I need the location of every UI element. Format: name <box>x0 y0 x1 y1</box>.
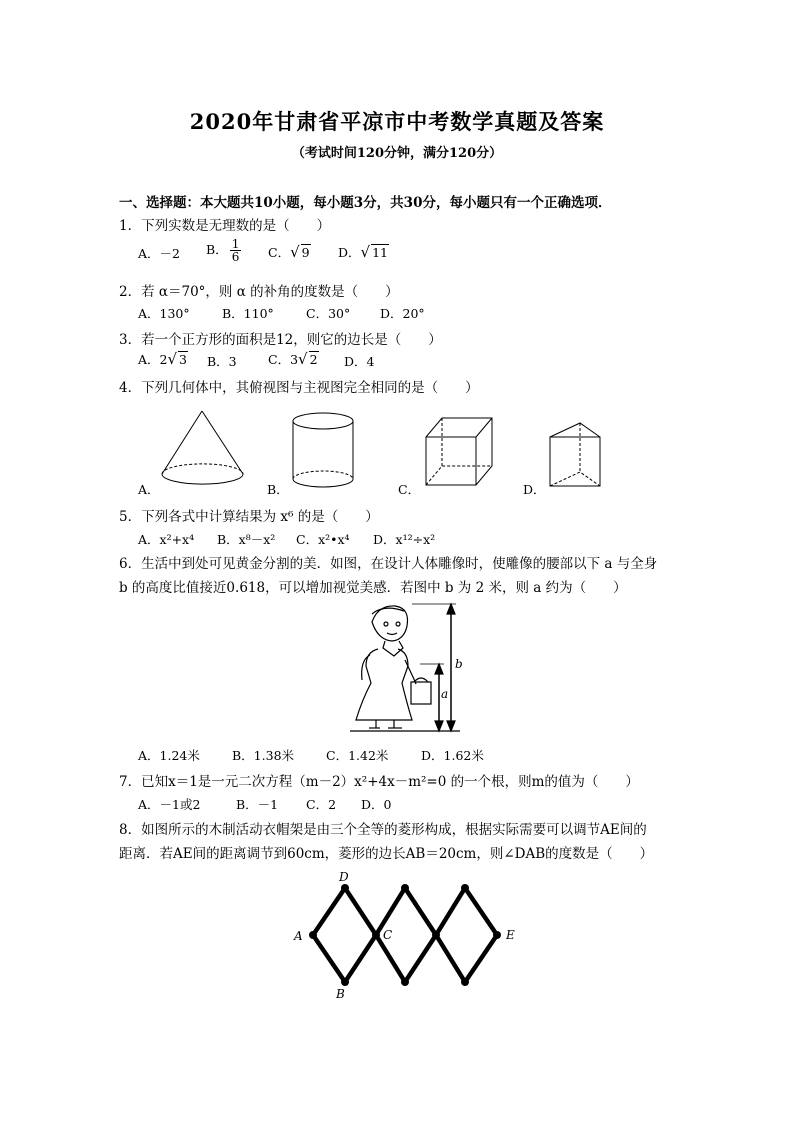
question-3-option-c: C．3√ 2 <box>268 350 318 368</box>
question-1-option-c: C．√ 9 <box>268 243 310 261</box>
question-7-option-a: A．－1或2 <box>138 797 201 812</box>
question-1-option-d: D．√ 11 <box>338 243 388 261</box>
question-6-line-2: b 的高度比值接近0.618，可以增加视觉美感．若图中 b 为 2 米，则 a 约为（ ） <box>119 580 627 596</box>
prism-figure <box>550 423 600 486</box>
cube-figure <box>426 418 492 485</box>
question-1-stem: 1．下列实数是无理数的是（ ） <box>119 218 331 234</box>
question-7-option-d: D．0 <box>361 797 392 812</box>
point-label-c: C <box>383 928 393 942</box>
figure-label-a: a <box>441 687 449 701</box>
question-5-option-a: A．x²+x⁴ <box>138 532 195 547</box>
question-2-option-a: A．130° <box>138 306 190 321</box>
question-3-stem: 3．若一个正方形的面积是12，则它的边长是（ ） <box>119 332 442 348</box>
question-4-option-a: A． <box>138 482 160 497</box>
question-6-line-1: 6．生活中到处可见黄金分割的美．如图，在设计人体雕像时，使雕像的腰部以下 a 与全身 <box>119 556 658 572</box>
question-5-option-b: B．x⁸－x² <box>217 532 276 547</box>
question-5-option-d: D．x¹²÷x² <box>373 532 436 547</box>
cone-figure <box>162 411 243 484</box>
question-2-option-b: B．110° <box>222 306 274 321</box>
question-1-option-a: A．－2 <box>138 246 180 261</box>
question-5-option-c: C．x²•x⁴ <box>296 532 350 547</box>
fraction: $\frac{1}{6}$ <box>231 237 240 264</box>
point-label-b: B <box>336 987 345 1001</box>
page-subtitle: （考试时间120分钟，满分120分） <box>291 146 503 161</box>
question-2-option-c: C．30° <box>306 306 351 321</box>
question-7-option-b: B．－1 <box>236 797 279 812</box>
question-6-option-c: C．1.42米 <box>326 748 389 763</box>
option-b-label: B． <box>206 242 228 257</box>
question-4-option-b: B． <box>267 482 289 497</box>
question-2-stem: 2．若 α＝70°，则 α 的补角的度数是（ ） <box>119 284 399 300</box>
question-6-option-d: D．1.62米 <box>421 748 484 763</box>
question-3-option-a: A．2√ 3 <box>138 350 187 368</box>
question-4-stem: 4．下列几何体中，其俯视图与主视图完全相同的是（ ） <box>119 380 479 396</box>
question-5-stem: 5．下列各式中计算结果为 x⁶ 的是（ ） <box>119 509 379 525</box>
question-8-line-2: 距离．若AE间的距离调节到60cm，菱形的边长AB＝20cm，则∠DAB的度数是（ ） <box>119 846 654 862</box>
question-7-stem: 7．已知x＝1是一元二次方程（m－2）x²+4x－m²=0 的一个根，则m的值为（ ） <box>119 774 639 790</box>
question-2-option-d: D．20° <box>380 306 425 321</box>
question-4-option-d: D． <box>523 482 546 497</box>
point-label-e: E <box>506 928 515 942</box>
section-heading: 一、选择题：本大题共10小题，每小题3分，共30分，每小题只有一个正确选项． <box>119 195 612 211</box>
golden-ratio-figure <box>350 604 460 731</box>
question-4-option-c: C． <box>398 482 421 497</box>
page-title: 2020年甘肃省平凉市中考数学真题及答案 <box>189 109 605 134</box>
point-label-a: A <box>294 929 303 943</box>
coat-rack-figure <box>313 888 497 982</box>
question-6-option-b: B．1.38米 <box>232 748 295 763</box>
figure-label-b: b <box>455 657 463 671</box>
cylinder-figure <box>293 413 353 487</box>
question-6-option-a: A．1.24米 <box>138 748 200 763</box>
question-8-line-1: 8．如图所示的木制活动衣帽架是由三个全等的菱形构成，根据实际需要可以调节AE间的 <box>119 822 647 838</box>
question-3-option-b: B．3 <box>207 354 237 369</box>
question-3-option-d: D．4 <box>344 354 375 369</box>
point-label-d: D <box>339 870 349 884</box>
question-7-option-c: C．2 <box>306 797 337 812</box>
